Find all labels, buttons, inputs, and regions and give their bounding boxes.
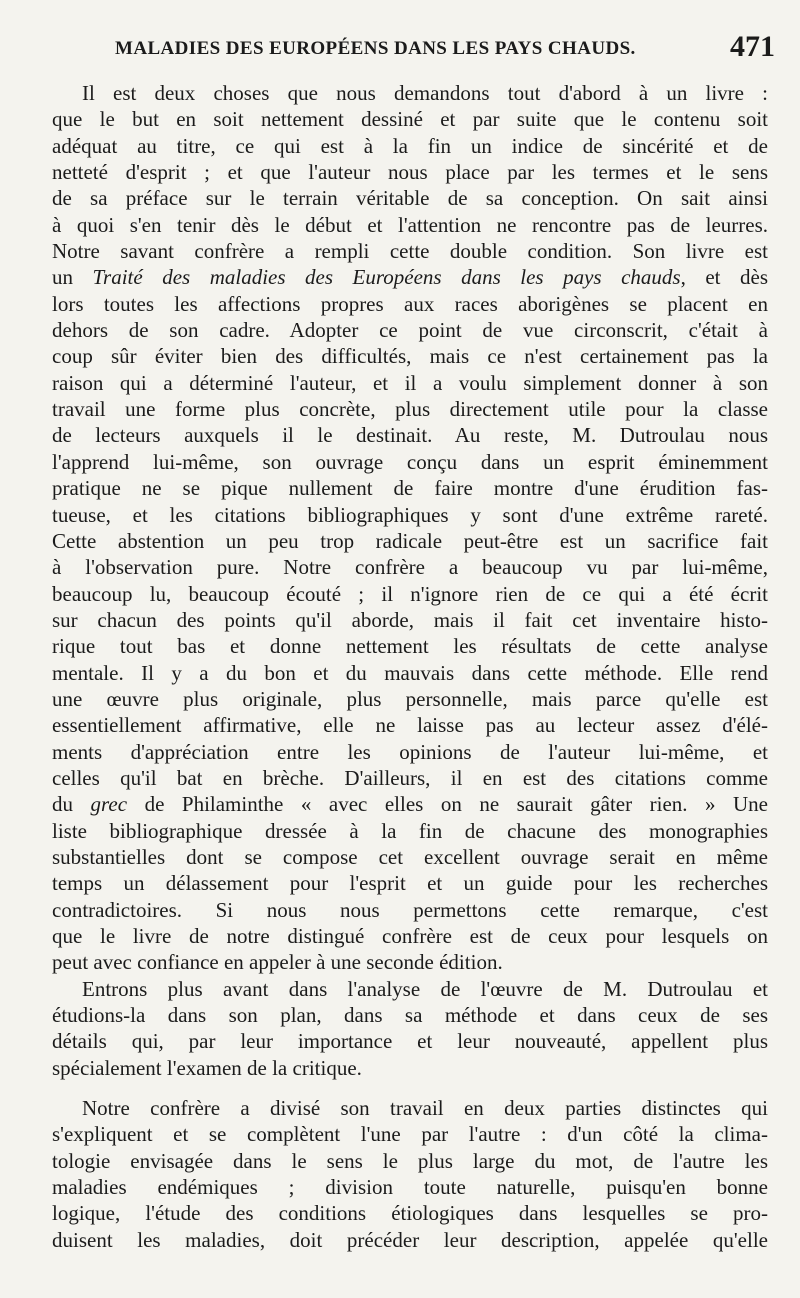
- text-line: rique tout bas et donne nettement les résultats de cette analyse: [52, 634, 768, 659]
- text-line: un Traité des maladies des Européens dans les pays chauds, et dès: [52, 265, 768, 290]
- running-title: MALADIES DES EUROPÉENS DANS LES PAYS CHAUDS.: [115, 38, 636, 59]
- text-line: étudions-la dans son plan, dans sa méthode et dans ceux de ses: [52, 1003, 768, 1028]
- text-line: temps un délassement pour l'esprit et un guide pour les recherches: [52, 871, 768, 896]
- text-line: tologie envisagée dans le sens le plus large du mot, de l'autre les: [52, 1148, 768, 1173]
- text-line: que le livre de notre distingué confrère est de ceux pour lesquels on: [52, 924, 768, 948]
- text-line: essentiellement affirmative, elle ne laisse pas au lecteur assez d'élé-: [52, 713, 768, 738]
- text-line: contradictoires. Si nous nous permettons cette remarque, c'est: [52, 897, 768, 922]
- text-line: travail une forme plus concrète, plus directement utile pour la classe: [52, 397, 768, 422]
- text-line: Notre savant confrère a rempli cette double condition. Son livre est: [52, 239, 768, 264]
- text-line: s'expliquent et se complètent l'une par l'autre : d'un côté la clima-: [52, 1122, 768, 1147]
- text-line: maladies endémiques ; division toute naturelle, puisqu'en bonne: [52, 1175, 768, 1200]
- text-line: de sa préface sur le terrain véritable de sa conception. On sait ainsi: [52, 186, 768, 211]
- text-line: du grec de Philaminthe « avec elles on ne saurait gâter rien. » Une: [52, 792, 768, 817]
- text-line: à l'observation pure. Notre confrère a beaucoup vu par lui-même,: [52, 555, 768, 580]
- text-line: peut avec confiance en appeler à une seconde édition.: [52, 950, 503, 975]
- text-line: ments d'appréciation entre les opinions de l'auteur lui-même, et: [52, 739, 768, 764]
- page-header: [115, 30, 775, 70]
- text-line: l'apprend lui-même, son ouvrage conçu dans un esprit éminemment: [52, 449, 768, 474]
- text-line: une œuvre plus originale, plus personnelle, mais parce qu'elle est: [52, 686, 768, 711]
- text-line: Entrons plus avant dans l'analyse de l'œuvre de M. Dutroulau et: [82, 976, 768, 1001]
- text-line: tueuse, et les citations bibliographiques y sont d'une extrême rareté.: [52, 502, 768, 527]
- text-line: netteté d'esprit ; et que l'auteur nous place par les termes et le sens: [52, 160, 768, 185]
- text-line: spécialement l'examen de la critique.: [52, 1055, 362, 1080]
- text-line: coup sûr éviter bien des difficultés, mais ce n'est certainement pas la: [52, 344, 768, 369]
- text-line: celles qu'il bat en brèche. D'ailleurs, il en est des citations comme: [52, 765, 768, 790]
- text-line: raison qui a déterminé l'auteur, et il a voulu simplement donner à son: [52, 370, 768, 395]
- text-line: de lecteurs auxquels il le destinait. Au reste, M. Dutroulau nous: [52, 423, 768, 448]
- text-line: duisent les maladies, doit précéder leur description, appelée qu'elle: [52, 1227, 768, 1252]
- text-line: adéquat au titre, ce qui est à la fin un indice de sincérité et de: [52, 133, 768, 158]
- text-line: liste bibliographique dressée à la fin de chacune des monographies: [52, 818, 768, 843]
- text-line: à quoi s'en tenir dès le début et l'attention ne rencontre pas de leurres.: [52, 212, 768, 237]
- text-line: pratique ne se pique nullement de faire montre d'une érudition fas-: [52, 476, 768, 501]
- text-line: que le but en soit nettement dessiné et par suite que le contenu soit: [52, 107, 768, 132]
- text-line: Il est deux choses que nous demandons tout d'abord à un livre :: [82, 81, 768, 105]
- text-line: logique, l'étude des conditions étiologiques dans lesquelles se pro-: [52, 1201, 768, 1226]
- text-line: détails qui, par leur importance et leur nouveauté, appellent plus: [52, 1029, 768, 1054]
- page-number: 471: [730, 30, 775, 63]
- text-line: mentale. Il y a du bon et du mauvais dans cette méthode. Elle rend: [52, 660, 768, 685]
- text-line: dehors de son cadre. Adopter ce point de vue circonscrit, c'était à: [52, 318, 768, 343]
- text-line: sur chacun des points qu'il aborde, mais il fait cet inventaire histo-: [52, 607, 768, 632]
- italic-span: Traité des maladies des Européens dans les pays chauds: [92, 265, 681, 290]
- text-line: Notre confrère a divisé son travail en deux parties distinctes qui: [82, 1096, 768, 1121]
- text-line: lors toutes les affections propres aux races aborigènes se placent en: [52, 291, 768, 316]
- paragraph-gap: [52, 1081, 768, 1095]
- text-line: Cette abstention un peu trop radicale peut-être est un sacrifice fait: [52, 528, 768, 553]
- body-text: [52, 80, 768, 1253]
- text-line: beaucoup lu, beaucoup écouté ; il n'ignore rien de ce qui a été écrit: [52, 581, 768, 606]
- italic-span: grec: [90, 792, 128, 817]
- text-line: substantielles dont se compose cet excellent ouvrage serait en même: [52, 844, 768, 869]
